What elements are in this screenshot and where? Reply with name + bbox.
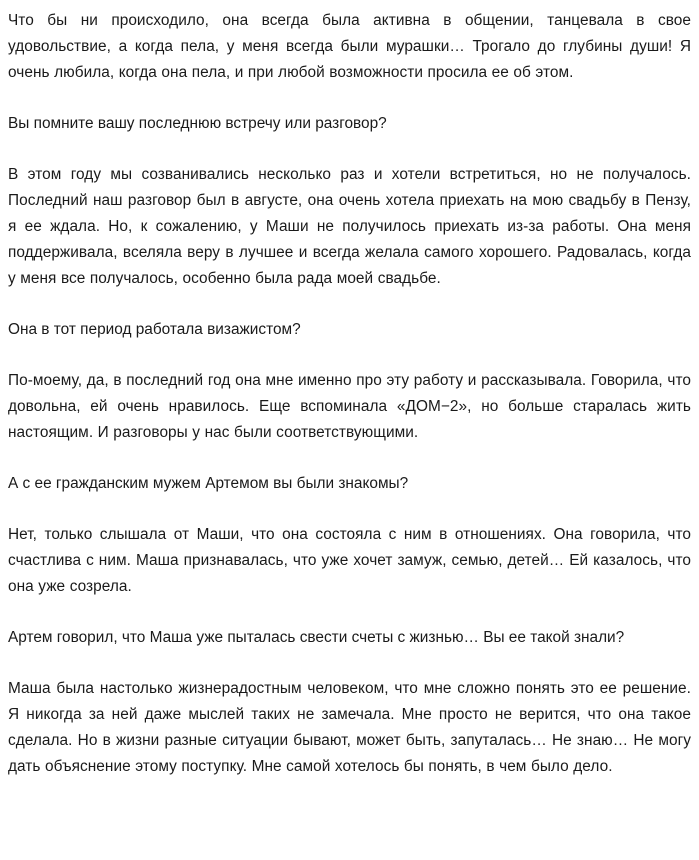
interview-answer: Маша была настолько жизнерадостным человеком, что мне сложно понять это ее решение. Я никогда за ней даже мыслей таких не замечала. Мне просто не верится, что она такое сделала. Но в жизни разные ситуации бывают, может быть, запуталась… Не знаю… Не могу дать объяснение этому поступку. Мне самой хотелось бы понять, в чем было дело. <box>8 680 691 775</box>
interview-answer: В этом году мы созванивались несколько раз и хотели встретиться, но не получалось. Последний наш разговор был в августе, она очень хотела приехать на мою свадьбу в Пензу, я ее ждала. Но, к сожалению, у Маши не получилось приехать из-за работы. Она меня поддерживала, вселяла веру в лучшее и всегда желала самого хорошего. Радовалась, когда у меня все получалось, особенно была рада моей свадьбе. <box>8 166 691 287</box>
interview-question: Вы помните вашу последнюю встречу или разговор? <box>8 115 387 132</box>
interview-question: А с ее гражданским мужем Артемом вы были знакомы? <box>8 475 409 492</box>
interview-answer: Что бы ни происходило, она всегда была активна в общении, танцевала в свое удовольствие, а когда пела, у меня всегда были мурашки… Трогало до глубины души! Я очень любила, когда она пела, и при любой возможности просила ее об этом. <box>8 12 691 81</box>
interview-answer: Нет, только слышала от Маши, что она состояла с ним в отношениях. Она говорила, что счастлива с ним. Маша признавалась, что уже хочет замуж, семью, детей… Ей казалось, что она уже созрела. <box>8 526 691 595</box>
interview-answer: По-моему, да, в последний год она мне именно про эту работу и рассказывала. Говорила, что довольна, ей очень нравилось. Еще вспоминала «ДОМ−2», но больше старалась жить настоящим. И разговоры у нас были соответствующими. <box>8 372 691 441</box>
interview-question: Артем говорил, что Маша уже пыталась свести счеты с жизнью… Вы ее такой знали? <box>8 629 625 646</box>
interview-question: Она в тот период работала визажистом? <box>8 321 301 338</box>
